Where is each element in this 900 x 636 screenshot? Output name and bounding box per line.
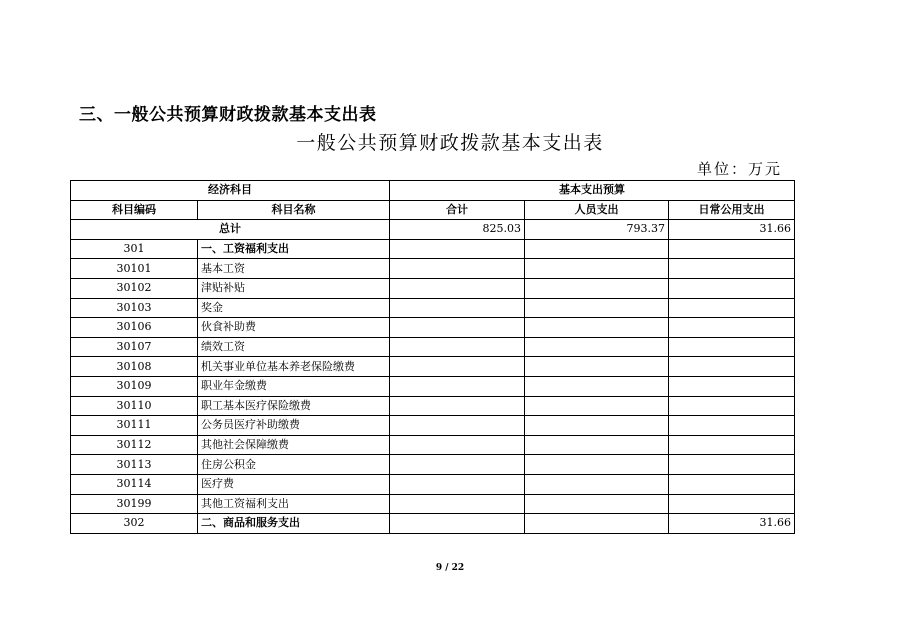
row-code: 30199 [71,494,198,514]
total-public: 31.66 [669,220,795,240]
row-public: 31.66 [669,514,795,534]
row-code: 30103 [71,298,198,318]
row-code: 30114 [71,474,198,494]
row-personnel [525,455,669,475]
table-row [71,455,795,475]
table-row [71,376,795,396]
row-total [390,455,525,475]
row-personnel [525,396,669,416]
row-public [669,455,795,475]
row-total [390,396,525,416]
table-row [71,416,795,436]
row-public [669,259,795,279]
row-code: 30106 [71,318,198,338]
row-personnel [525,278,669,298]
header-name: 科目名称 [198,200,390,220]
row-public [669,435,795,455]
row-total [390,416,525,436]
row-name: 机关事业单位基本养老保险缴费 [198,357,390,377]
row-public [669,376,795,396]
row-total [390,474,525,494]
table-row [71,357,795,377]
unit-label: 单位：万元 [696,160,782,178]
row-name: 医疗费 [198,474,390,494]
row-personnel [525,435,669,455]
row-code: 30112 [71,435,198,455]
row-public [669,396,795,416]
header-total: 合计 [390,200,525,220]
row-personnel [525,416,669,436]
row-code: 30102 [71,278,198,298]
row-name: 职业年金缴费 [198,376,390,396]
row-name: 二、商品和服务支出 [198,514,390,534]
row-personnel [525,357,669,377]
row-personnel [525,337,669,357]
row-public [669,494,795,514]
table-row [71,337,795,357]
row-name: 职工基本医疗保险缴费 [198,396,390,416]
row-public [669,318,795,338]
row-code: 30109 [71,376,198,396]
row-name: 公务员医疗补助缴费 [198,416,390,436]
row-public [669,298,795,318]
row-personnel [525,376,669,396]
row-personnel [525,318,669,338]
row-name: 伙食补助费 [198,318,390,338]
row-total [390,259,525,279]
header-personnel: 人员支出 [525,200,669,220]
row-public [669,474,795,494]
row-personnel [525,239,669,259]
table-row [71,474,795,494]
row-code: 30107 [71,337,198,357]
row-code: 302 [71,514,198,534]
row-public [669,239,795,259]
total-sum: 825.03 [390,220,525,240]
table-row [71,396,795,416]
budget-table [70,180,795,534]
row-personnel [525,514,669,534]
header-basic-budget: 基本支出预算 [390,181,795,201]
table-row [71,318,795,338]
row-total [390,494,525,514]
row-total [390,337,525,357]
row-name: 住房公积金 [198,455,390,475]
page-number: 9 / 22 [435,563,465,573]
row-total [390,357,525,377]
table-row [71,278,795,298]
row-code: 30101 [71,259,198,279]
header-code: 科目编码 [71,200,198,220]
row-total [390,514,525,534]
row-total [390,435,525,455]
row-public [669,416,795,436]
table-row [71,435,795,455]
total-label: 总计 [71,220,390,240]
row-personnel [525,298,669,318]
row-personnel [525,259,669,279]
row-name: 其他社会保障缴费 [198,435,390,455]
row-total [390,298,525,318]
header-row-2 [71,200,795,220]
row-public [669,278,795,298]
header-economic-subject: 经济科目 [71,181,390,201]
row-total [390,239,525,259]
row-code: 30113 [71,455,198,475]
total-personnel: 793.37 [525,220,669,240]
row-code: 30111 [71,416,198,436]
total-row [71,220,795,240]
row-name: 绩效工资 [198,337,390,357]
row-code: 30108 [71,357,198,377]
row-public [669,337,795,357]
table-row [71,514,795,534]
row-public [669,357,795,377]
row-name: 一、工资福利支出 [198,239,390,259]
row-name: 奖金 [198,298,390,318]
row-personnel [525,474,669,494]
row-total [390,278,525,298]
header-public: 日常公用支出 [669,200,795,220]
row-code: 301 [71,239,198,259]
table-row [71,259,795,279]
section-heading: 三、一般公共预算财政拨款基本支出表 [79,105,377,125]
row-total [390,376,525,396]
table-row [71,494,795,514]
table-row [71,298,795,318]
row-name: 其他工资福利支出 [198,494,390,514]
row-code: 30110 [71,396,198,416]
row-personnel [525,494,669,514]
row-total [390,318,525,338]
table-row [71,239,795,259]
header-row-1 [71,181,795,201]
row-name: 津贴补贴 [198,278,390,298]
table-title: 一般公共预算财政拨款基本支出表 [296,132,604,154]
row-name: 基本工资 [198,259,390,279]
